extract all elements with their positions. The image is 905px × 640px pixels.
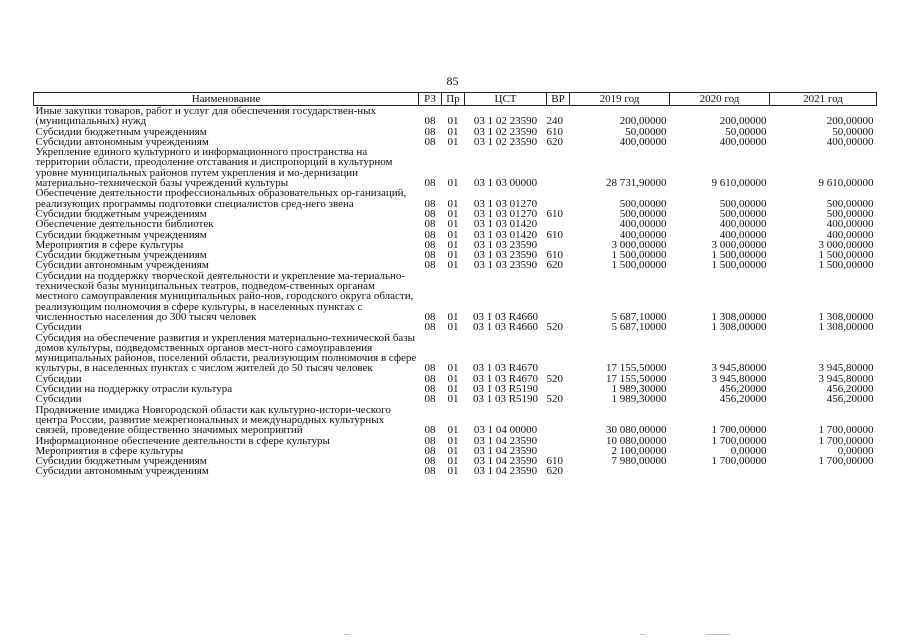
cell-cst: 03 1 03 00000: [473, 177, 538, 190]
cell-cst: 03 1 03 R4670: [472, 372, 539, 385]
cell-rz: 08: [424, 455, 436, 468]
header-year-2021: 2021 год: [770, 93, 877, 106]
cell-cst: 03 1 03 R4660: [472, 310, 539, 323]
cell-pr: 01: [447, 455, 459, 468]
cell-2020: 3 000,00000: [711, 238, 767, 251]
cell-2020: 1 500,00000: [711, 259, 767, 272]
cell-2019: 1 500,00000: [611, 249, 667, 262]
cell-name: Обеспечение деятельности профессиональных образовательных ор-ганизаций, реализующих программы подготовки специалистов сред-него звена: [35, 187, 407, 210]
cell-2021: [770, 466, 877, 476]
cell-cst: 03 1 04 23590: [473, 455, 538, 468]
cell-rz: 08: [424, 393, 436, 406]
cell-rz: 08: [424, 135, 436, 148]
cell-pr: 01: [447, 259, 459, 272]
cell-2021: 1 700,00000: [818, 455, 874, 468]
header-pr: Пр: [442, 93, 465, 106]
cell-pr: 01: [447, 218, 459, 231]
cell-2019: 2 100,00000: [611, 444, 667, 457]
cell-2021: 9 610,00000: [818, 177, 874, 190]
cell-2021: 400,00000: [826, 135, 874, 148]
cell-2021: 400,00000: [826, 218, 874, 231]
cell-name: Информационное обеспечение деятельности в сфере культуры: [35, 434, 330, 447]
cell-pr: 01: [447, 177, 459, 190]
cell-rz: 08: [424, 465, 436, 478]
cell-vr: 520: [546, 372, 563, 385]
cell-pr: 01: [447, 393, 459, 406]
cell-2019: 3 000,00000: [611, 238, 667, 251]
cell-2021: 1 308,00000: [818, 321, 874, 334]
header-vr: ВР: [547, 93, 570, 106]
cell-2019: 50,00000: [625, 125, 667, 138]
table-body: [34, 106, 877, 477]
cell-2021: 0,00000: [837, 444, 874, 457]
cell-cst: 03 1 03 R4670: [472, 362, 539, 375]
cell-2019: 17 155,50000: [606, 372, 667, 385]
cell-name: Субсидии: [35, 321, 82, 334]
cell-2019: 400,00000: [619, 135, 667, 148]
cell-2019: 5 687,10000: [611, 310, 667, 323]
cell-pr: 01: [447, 444, 459, 457]
cell-vr: 610: [546, 249, 563, 262]
cell-cst: 03 1 03 23590: [473, 249, 538, 262]
cell-name: Субсидии бюджетным учреждениям: [35, 125, 207, 138]
cell-pr: 01: [447, 115, 459, 128]
scan-artifact: [706, 634, 730, 635]
cell-cst: 03 1 02 23590: [473, 125, 538, 138]
cell-pr: 01: [447, 207, 459, 220]
cell-pr: 01: [447, 197, 459, 210]
cell-pr: 01: [447, 228, 459, 241]
cell-cst: 03 1 03 23590: [473, 238, 538, 251]
cell-rz: 08: [424, 310, 436, 323]
cell-cst: 03 1 03 01270: [473, 207, 538, 220]
cell-rz: 08: [424, 228, 436, 241]
cell-2020: 3 945,80000: [711, 362, 767, 375]
cell-name: Субсидии: [35, 372, 82, 385]
cell-2019: 28 731,90000: [606, 177, 667, 190]
cell-rz: 08: [424, 259, 436, 272]
cell-vr: 520: [546, 321, 563, 334]
cell-rz: 08: [424, 383, 436, 396]
cell-cst: 03 1 03 01420: [473, 228, 538, 241]
header-rz: РЗ: [419, 93, 442, 106]
cell-cst: 03 1 03 R5190: [472, 383, 539, 396]
cell-name: Субсидия на обеспечение развития и укрепления материально-технической базы домов культуры, подведомственных органов мест-ного самоуправления муниципальных районов, поселений области, реализующим полномочия в сфере культуры, в населенных пунктах с числом жителей до 50 тысяч человек: [35, 331, 417, 375]
scan-artifact: [344, 634, 350, 635]
cell-rz: 08: [424, 434, 436, 447]
cell-pr: 01: [447, 383, 459, 396]
cell-vr: [547, 405, 570, 436]
table-row: [34, 333, 877, 374]
cell-rz: 08: [424, 321, 436, 334]
cell-2020: 200,00000: [719, 115, 767, 128]
cell-2020: [670, 466, 770, 476]
cell-2021: 1 500,00000: [818, 249, 874, 262]
cell-pr: 01: [447, 135, 459, 148]
cell-name: Субсидии на поддержку отрасли культура: [35, 383, 233, 396]
cell-vr: 610: [546, 455, 563, 468]
cell-2021: 1 700,00000: [818, 434, 874, 447]
cell-cst: 03 1 03 R5190: [472, 393, 539, 406]
cell-name: Субсидии на поддержку творческой деятельности и укрепление ма-териально-технической базы муниципальных театров, подведом-ственных органам местного самоуправления муниципальных райо-нов, городского округа области, реализующим полномочия в сфере культуры, в населенных пунктах с численностью населения до 300 тысяч человек: [35, 269, 414, 323]
cell-2020: 456,20000: [719, 393, 767, 406]
cell-vr: 240: [546, 115, 563, 128]
cell-name: Укрепление единого культурного и информационного пространства на территории области, преодоление отставания и диспропорций в культурном уровне муниципальных районов путем укрепления и мо-дернизации материально-технической базы учреждений культуры: [35, 146, 393, 190]
cell-rz: 08: [424, 115, 436, 128]
cell-2020: 400,00000: [719, 135, 767, 148]
cell-cst: 03 1 03 01420: [473, 218, 538, 231]
cell-pr: 01: [447, 465, 459, 478]
cell-2019: [570, 466, 670, 476]
cell-cst: 03 1 02 23590: [473, 135, 538, 148]
cell-vr: [547, 271, 570, 322]
cell-2021: 400,00000: [826, 228, 874, 241]
cell-vr: [547, 188, 570, 209]
cell-2019: 10 080,00000: [606, 434, 667, 447]
cell-cst: 03 1 02 23590: [473, 115, 538, 128]
cell-2019: 7 980,00000: [611, 455, 667, 468]
cell-vr: 520: [546, 393, 563, 406]
cell-2021: 3 000,00000: [818, 238, 874, 251]
cell-2020: 0,00000: [730, 444, 767, 457]
cell-2020: 1 500,00000: [711, 249, 767, 262]
cell-2020: 1 700,00000: [711, 424, 767, 437]
header-year-2020: 2020 год: [670, 93, 770, 106]
header-cst: ЦСТ: [465, 93, 547, 106]
cell-2021: 500,00000: [826, 197, 874, 210]
cell-2021: 3 945,80000: [818, 362, 874, 375]
cell-vr: [547, 333, 570, 374]
cell-name: Обеспечение деятельности библиотек: [35, 218, 214, 231]
cell-2021: 1 700,00000: [818, 424, 874, 437]
cell-2020: 500,00000: [719, 207, 767, 220]
cell-vr: 610: [546, 125, 563, 138]
cell-2019: 1 500,00000: [611, 259, 667, 272]
cell-2020: 3 945,80000: [711, 372, 767, 385]
cell-pr: 01: [447, 249, 459, 262]
cell-2019: 1 989,30000: [611, 393, 667, 406]
cell-rz: 08: [424, 177, 436, 190]
cell-name: Субсидии автономным учреждениям: [35, 465, 209, 478]
cell-2019: 400,00000: [619, 228, 667, 241]
cell-name: Мероприятия в сфере культуры: [35, 444, 184, 457]
cell-2021: 500,00000: [826, 207, 874, 220]
cell-2020: 50,00000: [725, 125, 767, 138]
cell-name: Субсидии: [35, 393, 82, 406]
cell-name: Мероприятия в сфере культуры: [35, 238, 184, 251]
cell-rz: 08: [424, 207, 436, 220]
cell-2020: 500,00000: [719, 197, 767, 210]
cell-rz: 08: [424, 372, 436, 385]
cell-name: Субсидии автономным учреждениям: [35, 135, 209, 148]
cell-name: Субсидии бюджетным учреждениям: [35, 228, 207, 241]
cell-2020: 400,00000: [719, 228, 767, 241]
page-number: 85: [446, 74, 459, 88]
cell-rz: 08: [424, 218, 436, 231]
cell-2021: 456,20000: [826, 393, 874, 406]
cell-rz: 08: [424, 125, 436, 138]
cell-vr: 620: [546, 259, 563, 272]
table-row: [34, 405, 877, 436]
cell-2019: 200,00000: [619, 115, 667, 128]
cell-pr: 01: [447, 125, 459, 138]
cell-2021: 3 945,80000: [818, 372, 874, 385]
cell-rz: 08: [424, 249, 436, 262]
cell-cst: 03 1 03 23590: [473, 259, 538, 272]
cell-vr: [547, 147, 570, 188]
cell-2020: 9 610,00000: [711, 177, 767, 190]
cell-pr: 01: [447, 238, 459, 251]
cell-2019: 400,00000: [619, 218, 667, 231]
cell-cst: 03 1 04 00000: [473, 424, 538, 437]
cell-pr: 01: [447, 310, 459, 323]
cell-cst: 03 1 04 23590: [473, 434, 538, 447]
cell-cst: 03 1 03 R4660: [472, 321, 539, 334]
cell-vr: [547, 436, 570, 446]
cell-2021: 456,20000: [826, 383, 874, 396]
cell-2021: 200,00000: [826, 115, 874, 128]
cell-cst: 03 1 04 23590: [473, 465, 538, 478]
header-year-2019: 2019 год: [570, 93, 670, 106]
cell-cst: 03 1 04 23590: [473, 444, 538, 457]
cell-2019: 5 687,10000: [611, 321, 667, 334]
table-row: [34, 271, 877, 322]
cell-rz: 08: [424, 444, 436, 457]
cell-2019: 17 155,50000: [606, 362, 667, 375]
cell-pr: 01: [447, 321, 459, 334]
cell-2020: 1 308,00000: [711, 321, 767, 334]
cell-rz: 08: [424, 197, 436, 210]
table-row: [34, 147, 877, 188]
cell-name: Субсидии автономным учреждениям: [35, 259, 209, 272]
cell-2019: 500,00000: [619, 197, 667, 210]
table-row: [34, 466, 877, 476]
scan-artifact: [640, 634, 645, 635]
cell-2020: 456,20000: [719, 383, 767, 396]
cell-pr: 01: [447, 434, 459, 447]
cell-2020: 1 700,00000: [711, 455, 767, 468]
cell-rz: 08: [424, 362, 436, 375]
cell-2019: 500,00000: [619, 207, 667, 220]
cell-2020: 400,00000: [719, 218, 767, 231]
cell-vr: 620: [546, 135, 563, 148]
header-name: Наименование: [34, 93, 419, 106]
cell-pr: 01: [447, 372, 459, 385]
cell-vr: 610: [546, 228, 563, 241]
cell-name: Субсидии бюджетным учреждениям: [35, 207, 207, 220]
table-row: [34, 322, 877, 332]
cell-vr: 610: [546, 207, 563, 220]
cell-cst: 03 1 03 01270: [473, 197, 538, 210]
table-header-row: [34, 93, 877, 106]
cell-2019: 30 080,00000: [606, 424, 667, 437]
table-row: [34, 188, 877, 209]
cell-pr: 01: [447, 424, 459, 437]
cell-2019: 1 989,30000: [611, 383, 667, 396]
cell-2020: 1 700,00000: [711, 434, 767, 447]
cell-2021: 1 500,00000: [818, 259, 874, 272]
table-row: [34, 106, 877, 127]
cell-vr: 620: [546, 465, 563, 478]
cell-name: Субсидии бюджетным учреждениям: [35, 455, 207, 468]
cell-2021: 50,00000: [832, 125, 874, 138]
cell-rz: 08: [424, 424, 436, 437]
cell-rz: 08: [424, 238, 436, 251]
cell-2020: 1 308,00000: [711, 310, 767, 323]
cell-pr: 01: [447, 362, 459, 375]
cell-2021: 1 308,00000: [818, 310, 874, 323]
cell-name: Продвижение имиджа Новгородской области как культурно-истори-ческого центра России, развитие межрегиональных и международных культурных связей, проведение общественно значимых мероприятий: [35, 403, 391, 437]
budget-table: [33, 92, 877, 477]
cell-name: Субсидии бюджетным учреждениям: [35, 249, 207, 262]
cell-name: Иные закупки товаров, работ и услуг для обеспечения государствен-ных (муниципальных) нужд: [35, 105, 377, 128]
